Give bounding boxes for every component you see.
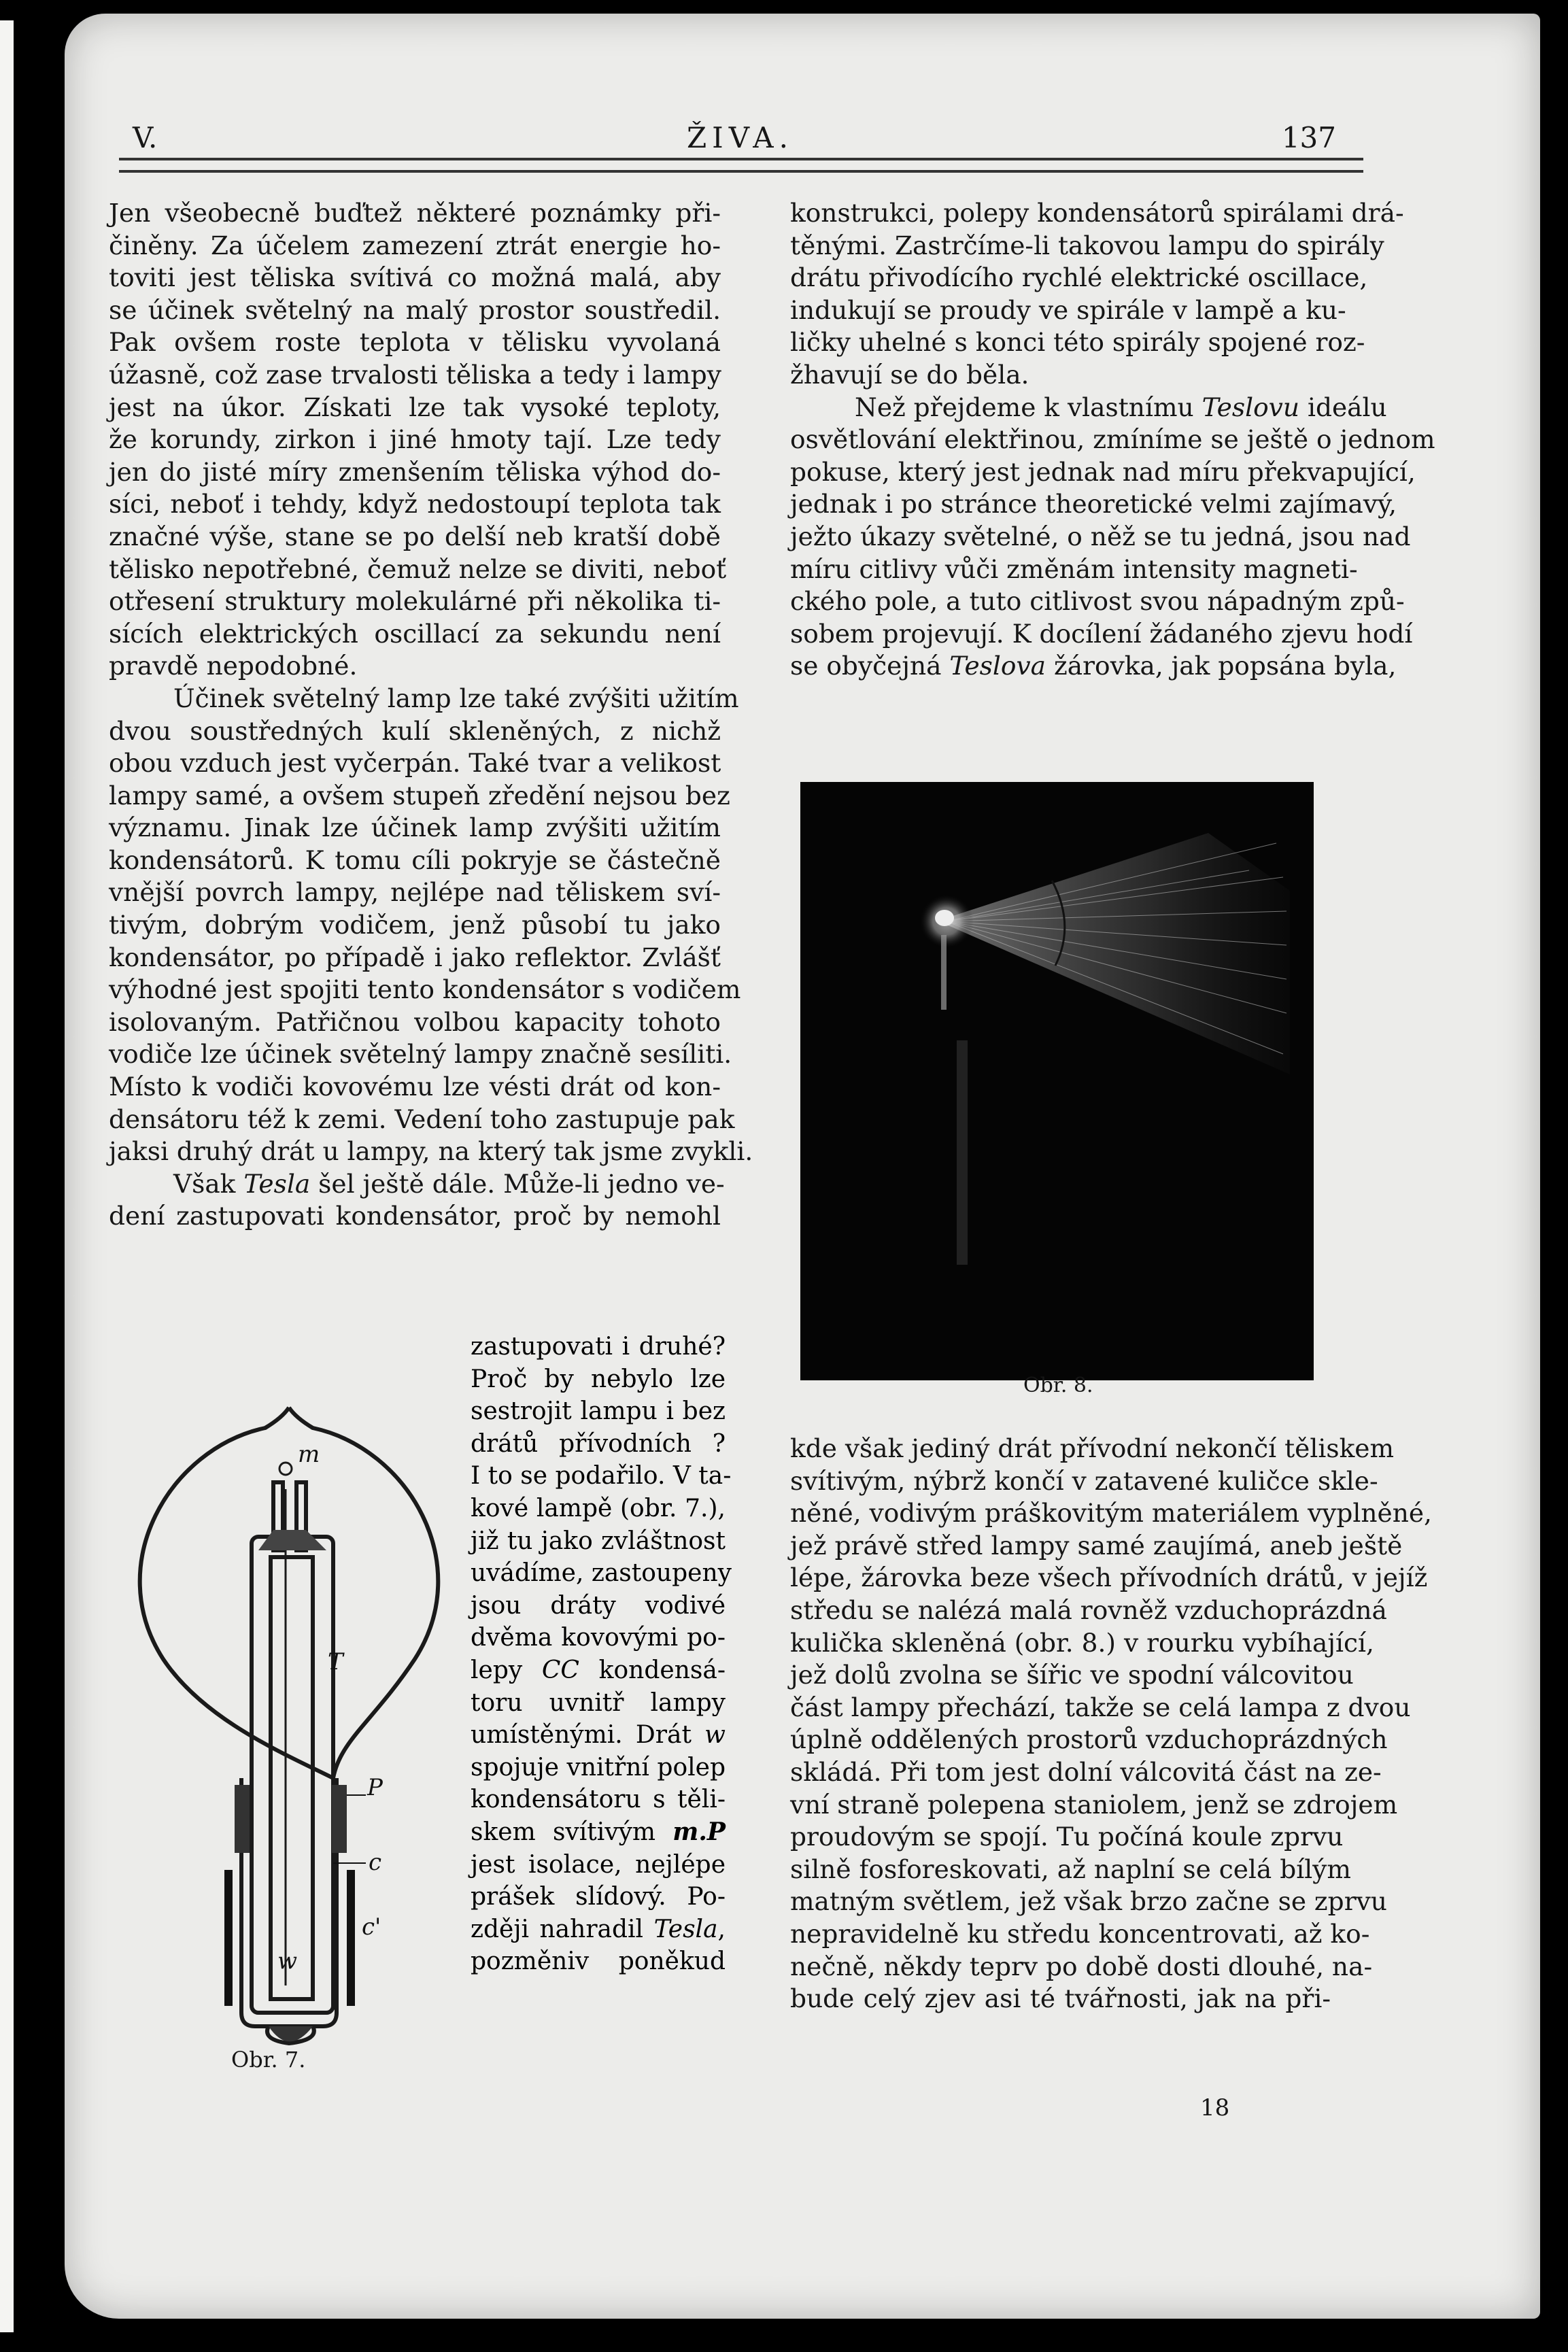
text-line: míru citlivy vůči změnám intensity magneti- xyxy=(790,553,1358,584)
text-line: zastupovati i druhé? xyxy=(471,1333,726,1361)
text-line: jest isolace, nejlépe xyxy=(471,1850,726,1879)
journal-title: ŽIVA. xyxy=(687,121,794,154)
text-line: toru uvnitř lampy xyxy=(471,1688,726,1717)
text-line: Místo k vodiči kovovému lze vésti drát od kon- xyxy=(109,1072,721,1102)
text-line: úžasně, což zase trvalosti těliska a tedy i lampy xyxy=(109,359,721,390)
text-line: žhavují se do běla. xyxy=(790,359,1029,390)
text-line: jež dolů zvolna se šířic ve spodní válcovitou xyxy=(790,1660,1354,1690)
text-line: pozměniv poněkud xyxy=(471,1947,726,1976)
lamp-diagram-figure xyxy=(116,1394,469,2047)
text-line: jsou dráty vodivé xyxy=(471,1591,726,1620)
text-line: se obyčejná Teslova žárovka, jak popsána byla, xyxy=(790,651,1397,681)
text-line: Účinek světelný lamp lze také zvýšiti užitím xyxy=(173,683,739,713)
text-line: prášek slídový. Po- xyxy=(471,1883,726,1911)
text-line: umístěnými. Drát w xyxy=(471,1721,726,1750)
text-line: zději nahradil Tesla, xyxy=(471,1915,726,1943)
figure-7-caption: Obr. 7. xyxy=(231,2047,306,2073)
text-line: vnější povrch lampy, nejlépe nad těliskem sví- xyxy=(109,877,721,908)
text-line: lampy samé, a ovšem stupeň zředění nejsou bez xyxy=(109,780,730,811)
text-line: kde však jediný drát přívodní nekončí těliskem xyxy=(790,1433,1395,1463)
text-line: Jen všeobecně buďtež některé poznámky při- xyxy=(109,198,721,228)
text-line: kulička skleněná (obr. 8.) v rourku vybíhající, xyxy=(790,1627,1374,1658)
text-line: kondensátor, po případě i jako reflektor. Zvlášť xyxy=(109,942,721,972)
text-line: se účinek světelný na malý prostor soustředil. xyxy=(109,294,721,325)
text-line: sobem projevují. K docílení žádaného zjevu hodí xyxy=(790,618,1413,649)
text-line: jen do jisté míry zmenšením těliska výhod do- xyxy=(109,456,721,487)
figure-8-caption: Obr. 8. xyxy=(1023,1374,1093,1397)
signature-mark: 18 xyxy=(1200,2094,1230,2121)
text-line: ckého pole, a tuto citlivost svou nápadným způ- xyxy=(790,586,1405,617)
text-line: úplně oddělených prostorů vzduchoprázdných xyxy=(790,1724,1388,1755)
text-line: kové lampě (obr. 7.), xyxy=(471,1494,726,1522)
text-line: významu. Jinak lze účinek lamp zvýšiti užitím xyxy=(109,813,721,843)
text-line: bude celý zjev asi té tvářnosti, jak na při- xyxy=(790,1983,1331,2014)
text-line: ježto úkazy světelné, o něž se tu jedná, jsou nad xyxy=(790,521,1411,551)
running-header xyxy=(133,121,1336,162)
text-line: nečně, někdy teprv po době dosti dlouhé, na- xyxy=(790,1951,1373,1981)
text-line: isolovaným. Patřičnou volbou kapacity tohoto xyxy=(109,1006,721,1037)
label-m: m xyxy=(298,1441,320,1468)
text-line: kondensátorů. K tomu cíli pokryje se částečně xyxy=(109,845,721,875)
text-line: silně fosforeskovati, až naplní se celá bílým xyxy=(790,1854,1351,1884)
label-P: P xyxy=(367,1774,383,1801)
text-line: vní straně polepena staniolem, jenž se zdrojem xyxy=(790,1789,1398,1820)
text-line: jest na úkor. Získati lze tak vysoké teploty, xyxy=(109,392,721,422)
text-line: proudovým se spojí. Tu počíná koule zprvu xyxy=(790,1822,1344,1852)
text-line: sících elektrických oscillací za sekundu není xyxy=(109,618,721,649)
text-line: část lampy přechází, takže se celá lampa z dvou xyxy=(790,1692,1411,1722)
text-line: kondensátoru s těli- xyxy=(471,1786,726,1814)
text-line: tivým, dobrým vodičem, jenž působí tu jako xyxy=(109,910,721,940)
text-line: I to se podařilo. V ta- xyxy=(471,1462,732,1490)
text-line: dvou soustředných kulí skleněných, z nichž xyxy=(109,715,721,746)
text-line: tělisko nepotřebné, čemuž nelze se diviti, neboť xyxy=(109,553,727,584)
text-line: skem svítivým m.P xyxy=(471,1817,726,1846)
text-line: středu se nalézá malá rovněž vzduchoprázdná xyxy=(790,1595,1387,1625)
text-line: Však Tesla šel ještě dále. Může-li jedno ve- xyxy=(173,1168,725,1199)
text-line: otřesení struktury molekulárné při několika ti- xyxy=(109,586,721,617)
text-line: sestrojit lampu i bez xyxy=(471,1397,726,1426)
scan-edge xyxy=(0,20,14,2332)
label-T: T xyxy=(328,1648,343,1675)
text-line: densátoru též k zemi. Vedení toho zastupuje pak xyxy=(109,1104,735,1134)
text-line: že korundy, zirkon i jiné hmoty tají. Lze tedy xyxy=(109,424,721,455)
text-line: výhodné jest spojiti tento kondensátor s vodičem xyxy=(109,974,741,1005)
label-c: c xyxy=(369,1849,382,1876)
text-line: něné, vodivým práškovitým materiálem vyplněné, xyxy=(790,1498,1432,1529)
text-line: Pak ovšem roste teplota v tělisku vyvolaná xyxy=(109,327,721,358)
text-line: lépe, žárovka beze všech přívodních drátů, v jejíž xyxy=(790,1563,1428,1593)
text-line: konstrukci, polepy kondensátorů spirálami drá- xyxy=(790,198,1404,228)
text-line: skládá. Při tom jest dolní válcovitá část na ze- xyxy=(790,1756,1382,1787)
text-line: ličky uhelné s konci této spirály spojené roz- xyxy=(790,327,1365,358)
text-line: značné výše, stane se po delší neb kratší době xyxy=(109,521,721,551)
text-line: jednak i po stránce theoretické velmi zajímavý, xyxy=(790,489,1397,519)
volume-number: V. xyxy=(133,121,158,154)
text-line: drátu přivodícího rychlé elektrické oscillace, xyxy=(790,262,1368,293)
text-line: matným světlem, jež však brzo začne se zprvu xyxy=(790,1886,1387,1917)
text-line: jaksi druhý drát u lampy, na který tak jsme zvykli. xyxy=(109,1136,753,1167)
text-line: již tu jako zvláštnost xyxy=(471,1527,726,1555)
text-line: drátů přívodních ? xyxy=(471,1429,726,1458)
text-line: svítivým, nýbrž končí v zatavené kuličce skle- xyxy=(790,1465,1378,1496)
right-column-lower xyxy=(790,1433,1432,2015)
right-column xyxy=(790,197,1435,683)
text-line: indukují se proudy ve spirále v lampě a ku- xyxy=(790,294,1346,325)
glowing-bulb-figure xyxy=(800,782,1314,1380)
left-column xyxy=(109,197,753,1233)
narrow-column xyxy=(471,1331,732,1978)
text-line: dvěma kovovými po- xyxy=(471,1624,726,1652)
header-double-rule xyxy=(119,158,1363,173)
text-line: osvětlování elektřinou, zmíníme se ještě o jednom xyxy=(790,424,1435,455)
text-line: Proč by nebylo lze xyxy=(471,1365,726,1393)
text-line: vodiče lze účinek světelný lampy značně sesíliti. xyxy=(109,1039,732,1070)
text-line: toviti jest těliska svítivá co možná malá, aby xyxy=(109,262,721,293)
text-line: nepravidelně ku středu koncentrovati, až ko- xyxy=(790,1918,1370,1949)
text-line: pokuse, který jest jednak nad míru překvapující, xyxy=(790,456,1416,487)
label-c-prime: c' xyxy=(362,1913,381,1941)
text-line: těnými. Zastrčíme-li takovou lampu do spirály xyxy=(790,230,1384,260)
text-line: síci, neboť i tehdy, když nedostoupí teplota tak xyxy=(109,489,721,519)
emphasis-name: Tesla xyxy=(243,1168,311,1199)
text-line: Než přejdeme k vlastnímu Teslovu ideálu xyxy=(855,392,1387,422)
text-line: spojuje vnitřní polep xyxy=(471,1753,726,1782)
text-line: lepy CC kondensá- xyxy=(471,1656,726,1684)
page-number: 137 xyxy=(1281,121,1336,154)
text-line: pravdě nepodobné. xyxy=(109,651,358,681)
label-w: w xyxy=(277,1947,298,1975)
text-line: obou vzduch jest vyčerpán. Také tvar a velikost xyxy=(109,748,721,779)
text-line: dení zastupovati kondensátor, proč by nemohl xyxy=(109,1201,721,1231)
text-line: uvádíme, zastoupeny xyxy=(471,1559,732,1588)
text-line: činěny. Za účelem zamezení ztrát energie ho- xyxy=(109,230,721,260)
text-line: jež právě střed lampy samé zaujímá, aneb ještě xyxy=(790,1530,1403,1561)
